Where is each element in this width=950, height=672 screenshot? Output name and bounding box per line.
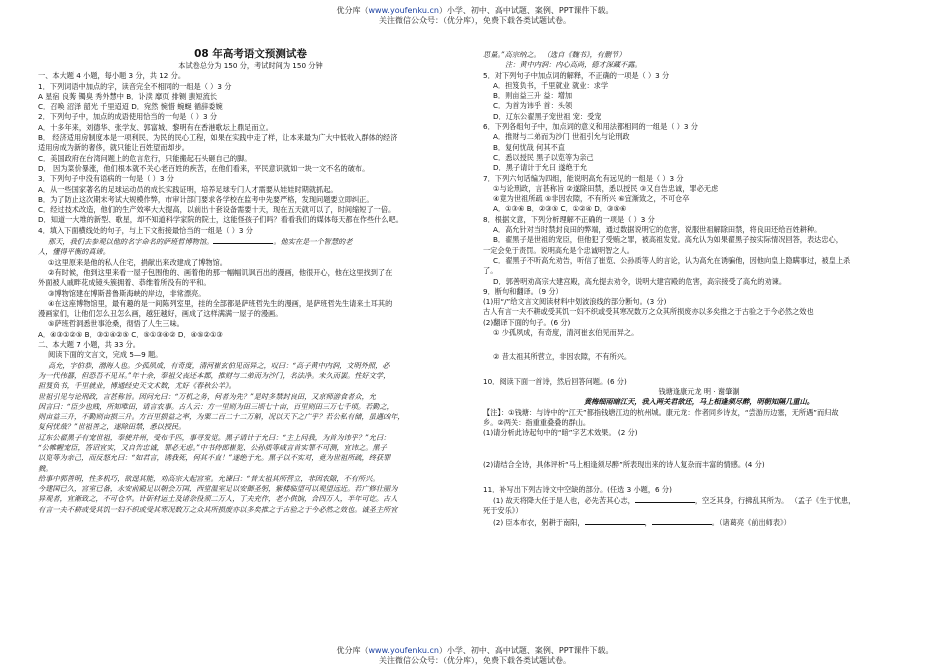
question-11-text: ，空乏其身，行拂乱其所为。 （孟子《生于忧患， bbox=[694, 495, 856, 505]
question-11-source: 死于安乐》） bbox=[483, 506, 523, 516]
question-11-text: (2) 臣本布衣，躬耕于南阳， bbox=[493, 517, 585, 527]
footer-line-1 bbox=[0, 646, 950, 656]
question-2-option: C．美国政府在台湾问题上的危言危行，只能搬起石头砸自己的脚。 bbox=[38, 153, 252, 163]
question-8-option: B．翟黑子是世祖的宠臣，但他犯了受贿之罪，被高祖发觉。高允认为如果翟黑子按实际情况回答，表达忠心， bbox=[493, 235, 843, 245]
question-11-item bbox=[483, 517, 915, 528]
question-8-option: 一定会免于责罚。说明高允是个忠诚明智之人。 bbox=[483, 245, 634, 255]
question-2: 2．下列句子中，加点的成语使用恰当的一句是（ ）3 分 bbox=[38, 112, 218, 122]
question-8-option: D．郭善明劝高宗大建宫殿，高允提去劝令，说明大建宫殿的危害，高宗接受了高允的劝谏。 bbox=[493, 276, 787, 286]
question-4-item: ③博物馆建在博斯普鲁斯海峡的岸边，非常漂亮。 bbox=[48, 288, 206, 298]
question-4-text-a: 那天，我们去参观以他的名字命名的萨班哲博物馆。 bbox=[48, 237, 214, 247]
question-7: 7．下列六句话编为四组，能说明高允有远见的一组是（ ）3 分 bbox=[483, 173, 684, 183]
passage-line: 以览等为亲己，而反怒允曰：“如君言，诱我死，何其不直！”遂绝于允。黑子以不实对，竟为世祖所疏，终获罪 bbox=[38, 453, 391, 463]
passage-line: 给事中郭善明，性多机巧，欲逞其能，劝高宗大起宫室。允谏曰：“昔太祖其所营立，非因农隙，不有所兴。 bbox=[38, 473, 380, 483]
passage-line: 因言曰：“臣少也贱，所知唯田，请言农事。古人云：方一里则为田三顷七十亩，百里则田三万七千顷。若勤之， bbox=[38, 401, 394, 411]
question-11: 11．补写出下列古诗文中空缺的部分。(任选 3 小题，6 分) bbox=[483, 484, 672, 494]
question-5-option: B．则亩益三升 益：增加 bbox=[493, 91, 573, 101]
question-9-sentence: ② 昔太祖其所营立，非因农隙，不有所兴。 bbox=[493, 352, 632, 362]
question-7-answers: A．①③⑥ B．②③⑤ C．①②④ D．③⑤⑥ bbox=[493, 204, 627, 214]
passage-end-line: 思量。”高宗纳之。 （选自《魏书》，有删节） bbox=[483, 50, 626, 59]
passage-line: 辽东公翟黑子有宠世祖，奉使并州，受布千匹，事寻发觉。黑子请计于允曰：“主上问我，为首为讳乎？”允曰： bbox=[38, 432, 391, 442]
question-6-option: D．黑子请计于允曰 遂绝于允 bbox=[493, 163, 588, 173]
question-1-options: A 星宿 良莠 镯臭 秀外慧中 B．讣渎 靡页 排铡 蜚短流长 bbox=[38, 91, 218, 101]
page-header bbox=[0, 6, 950, 26]
passage-line: 复何忧哉？”世祖善之，遂除田禁，悉以授民。 bbox=[38, 422, 186, 432]
question-6-option: A．推财与二弟而为沙门 世祖引允与论刑政 bbox=[493, 132, 630, 142]
question-5: 5．对下列句子中加点词的解释，不正确的一项是（ ）3 分 bbox=[483, 70, 670, 80]
footer-line-2: 关注微信公众号：（优分库），免费下载各类试题试卷。 bbox=[379, 656, 571, 665]
footer-url-link[interactable]: www.youfenku.cn bbox=[368, 646, 439, 655]
question-4-item: ④在这座博物馆里，最有趣的是一间陈列室里，挂的全部都是萨班哲先生的漫画，是萨班哲先生请来土耳其的 bbox=[48, 298, 393, 308]
question-9-sentence: ① 少孤夙成，有奇度，清河崔玄伯见而异之。 bbox=[493, 328, 639, 338]
question-9-part-2: (2)翻译下面的句子。(6 分) bbox=[483, 317, 571, 327]
passage-note: 注：黄中内润：内心高尚，德才深藏不露。 bbox=[505, 60, 642, 70]
answer-blank bbox=[213, 236, 273, 244]
question-11-item bbox=[483, 495, 915, 506]
question-11-text: ， bbox=[644, 517, 652, 527]
question-5-option: A．担笈负书，千里就业 就业：求学 bbox=[493, 80, 609, 90]
question-7-item: ④竟为世祖所疏 ⑤非因农隙，不有所兴 ⑥宜渐致之，不可仓卒 bbox=[493, 194, 690, 204]
answer-space bbox=[483, 363, 915, 377]
header-line-2: 关注微信公众号：（优分库），免费下载各类试题试卷。 bbox=[379, 16, 571, 25]
page-footer bbox=[0, 646, 950, 666]
section-2-heading: 二、本大题 7 小题，共 33 分。 bbox=[38, 340, 140, 350]
answer-blank bbox=[652, 517, 712, 525]
passage-line: 高允，字伯恭，渤海人也。少孤夙成，有奇度，清河崔玄伯见而异之，叹曰：“高子黄中内润，文明外照，必 bbox=[48, 360, 390, 370]
question-2-option: A．十多年来，刘德华、张学友、郭富城、黎明有在香港歌坛上鼎足而立。 bbox=[38, 122, 273, 132]
answer-space bbox=[483, 338, 915, 352]
section-2-intro: 阅读下面的文言文，完成 5—9 题。 bbox=[48, 350, 163, 360]
poem-note: 乡。②两关：指重重叠叠的群山。 bbox=[483, 417, 591, 427]
question-6: 6．下列各组句子中，加点词的意义和用法都相同的一组是（ ）3 分 bbox=[483, 122, 698, 132]
section-1-heading: 一、本大题 4 小题，每小题 3 分，共 12 分。 bbox=[38, 71, 186, 81]
question-9: 9．断句和翻译。（9 分） bbox=[483, 286, 563, 296]
header-text: ）小学、初中、高中试题、案例、PPT课件下载。 bbox=[438, 6, 614, 15]
question-4-text-c: 人，懂得平衡的真谛。 bbox=[38, 247, 110, 257]
question-2-option: D． 因为菜价暴涨，他们根本就不关心老百姓的疾苦，在他们看来，平民意识就如一块一文不名的破布。 bbox=[38, 163, 370, 173]
footer-text: 优分库（ bbox=[336, 646, 369, 655]
passage-line: 今建国已久，宫室已备，永安前殿足以朝会万国，西堂温室足以安御圣躬，紫楼临望可以观望远近。若广修壮丽为 bbox=[38, 484, 398, 494]
passage-line: 有言一夫不耕或受其饥一妇不织或受其寒况数万之众其所损废亦以多矣推之于古验之于今必然之效也。诚圣主所宜 bbox=[38, 504, 398, 514]
question-5-option: D．辽东公翟黑子宠世祖 宠：受宠 bbox=[493, 111, 602, 121]
question-10-part-2: (2)请结合全诗，具体评析“马上相逢须尽醉”所表现出来的诗人复杂而丰富的情感。(4 分) bbox=[483, 460, 765, 470]
question-8-option: 了。 bbox=[483, 266, 498, 276]
header-text: 优分库（ bbox=[336, 6, 369, 15]
question-4: 4．填入下面横线处的句子，与上下文衔接最恰当的一组是（ ）3 分 bbox=[38, 225, 253, 235]
answer-blank bbox=[585, 517, 645, 525]
question-2-option: 适用房成为新的奢侈，就只能让百姓望而却步。 bbox=[38, 143, 189, 153]
question-3-option: D．知道一大堆的新型、歌星，却不知道科学家院的院士，这能怪孩子们吗？看看我们的媒体每天都在作些什么吧。 bbox=[38, 215, 403, 225]
question-6-option: C．悉以授民 黑子以览等为亲己 bbox=[493, 152, 594, 162]
passage-line: 则亩益三升，不勤则亩损三升。方百里损益之率，为粟二百二十二万斛，况以天下之广乎？若公私有储，虽遇凶年， bbox=[38, 412, 405, 422]
question-4-item: 外面被人戚畔花成镜头簇拥着、恭维着所没有的平和。 bbox=[38, 278, 211, 288]
question-9-part-1: (1)用“/”给文言文阅读材料中划波浪线的部分断句。(3 分) bbox=[483, 297, 667, 307]
passage-line: 戮。 bbox=[38, 463, 53, 473]
answer-blank bbox=[635, 495, 695, 503]
exam-title: 08 年高考语文预测试卷 bbox=[194, 48, 307, 60]
question-5-option: C．为首为讳乎 首：头领 bbox=[493, 101, 573, 111]
question-8-option: C．翟黑子不听高允劝告，听信了崔览、公孙质等人的言论，认为高允在诱骗他，因他向皇上隐瞒事过，被皇上杀 bbox=[493, 255, 851, 265]
right-column bbox=[483, 50, 915, 528]
question-4-item: ①这里原来是他的私人住宅，捐献出来改建成了博物馆。 bbox=[48, 257, 227, 267]
header-line-1 bbox=[0, 6, 950, 16]
answer-space bbox=[483, 471, 915, 485]
exam-subtitle: 本试卷总分为 150 分，考试时间为 150 分钟 bbox=[178, 61, 323, 70]
footer-text: ）小学、初中、高中试题、案例、PPT课件下载。 bbox=[438, 646, 614, 655]
poem-text: 黄梅细雨暗江天，我入两关君欲还，马上相逢须尽醉，明朝知隔几重山。 bbox=[583, 397, 814, 407]
question-11-text: (1) 故天将降大任于是人也，必先苦其心志， bbox=[493, 495, 635, 505]
poem-title: 钱塘逢康元龙 明 · 谢肇淛 bbox=[658, 386, 740, 396]
question-3-option: A．从一些国家著名的足球运动员的成长实践证明，培养足球专门人才需要从娃娃时期就抓起。 bbox=[38, 184, 338, 194]
question-3-option: C．经过技术改造，他们的生产效率大大提高，以前出十套设备需要十天，现在五天就可以了，时间缩短了一倍。 bbox=[38, 205, 396, 215]
question-3: 3．下列句子中没有语病的一句是（ ）3 分 bbox=[38, 174, 174, 184]
question-8: 8．根据文意，下列分析理解不正确的一项是（ ）3 分 bbox=[483, 214, 655, 224]
question-9-passage: 古人有言一夫不耕或受其饥一妇不织或受其寒况数万之众其所损废亦以多矣推之于古验之于今必然之效也 bbox=[483, 307, 814, 317]
passage-line: 担笈负书，千里就业，博通经史天文术数，尤好《春秋公羊》。 bbox=[38, 381, 236, 391]
question-4-text-b: 。他实在是一个智慧的老 bbox=[273, 237, 353, 247]
left-column bbox=[38, 48, 463, 515]
question-4-item: 漫画家们，让他们怎么丑怎么画，越狂越好，画成了这样满满一屋子的漫画。 bbox=[38, 309, 283, 319]
question-2-option: B． 经济适用房制度本是一项利民、为民的民心工程，如果在实践中走了样，让本来最为广大中低收入群体的经济 bbox=[38, 133, 398, 143]
question-6-option: B．复何忧哉 何其不直 bbox=[493, 142, 565, 152]
question-8-option: A．高允针对当时禁封良田的弊端，通过数据说明它的危害，说服世祖解除田禁，将良田还给百姓耕种。 bbox=[493, 225, 822, 235]
passage-line: 为一代伟器，但恐吾不见耳。”年十余，奉祖父丧还本郡，推财与二弟而为沙门，名法净。未久而罢。性好文学， bbox=[38, 370, 391, 380]
question-11-source: 。（诸葛亮《前出师表》） bbox=[711, 517, 791, 527]
question-4-text bbox=[38, 236, 463, 247]
header-url-link[interactable]: www.youfenku.cn bbox=[368, 6, 439, 15]
question-10-part-1: (1)请分析此诗起句中的“暗”字艺术效果。 (2 分) bbox=[483, 428, 638, 438]
passage-line: “公帷幄宠臣，答诏宜实，又自告忠诚，罪必无虑。”中书侍郎崔览、公孙质等咸言首实罪不可测，宜讳之。黑子 bbox=[38, 442, 387, 452]
question-3-option: B．为了防止这次期末考试大规模作弊，市审计部门要求各学校在监考中先要严格，发现问题要立即纠正。 bbox=[38, 194, 374, 204]
passage-line: 世祖引见与论刑政，言甚称旨。因问允曰：“万机之务，何者为先？”是时多禁封良田，又京师游食者众，允 bbox=[38, 391, 376, 401]
poem-note: 【注】：①钱塘：与诗中的“江天”都指钱塘江边的杭州城。康元龙：作者同乡诗友，“尝游历边塞，无所遇”而归故 bbox=[483, 407, 839, 417]
question-4-item: ②有时候，他到这里来看一屋子包围他的、画着他的那一幅幅讥讽百出的漫画，他很开心，他在这里找到了在 bbox=[48, 267, 393, 277]
question-4-answers: A．④③①②⑤ B．③①④②⑤ C．⑤①③④② D．④⑤②①③ bbox=[38, 329, 223, 339]
question-1: 1．下列词语中加点的字，读音完全不相同的一组是（ ）3 分 bbox=[38, 81, 232, 91]
question-7-item: ①与论刑政，言甚称旨 ②遂除田禁，悉以授民 ③又自告忠诚，罪必无虑 bbox=[493, 183, 719, 193]
passage-line: 异观者，宜渐致之，不可仓卒。计斫材运土及诸杂役须二万人，丁夫充作，老小供饷，合四万人，半年可讫。古人 bbox=[38, 494, 398, 504]
question-4-item: ⑤萨班哲洞悉世事沧桑，彻悟了人生三味。 bbox=[48, 319, 184, 329]
answer-space bbox=[483, 438, 915, 460]
question-10: 10．阅读下面一首诗，然后回答问题。(6 分) bbox=[483, 376, 627, 386]
question-1-options: C．召唤 沼泽 韶光 千里迢迢 D．宛然 惋惜 蜿蜒 循辞委婉 bbox=[38, 102, 223, 112]
